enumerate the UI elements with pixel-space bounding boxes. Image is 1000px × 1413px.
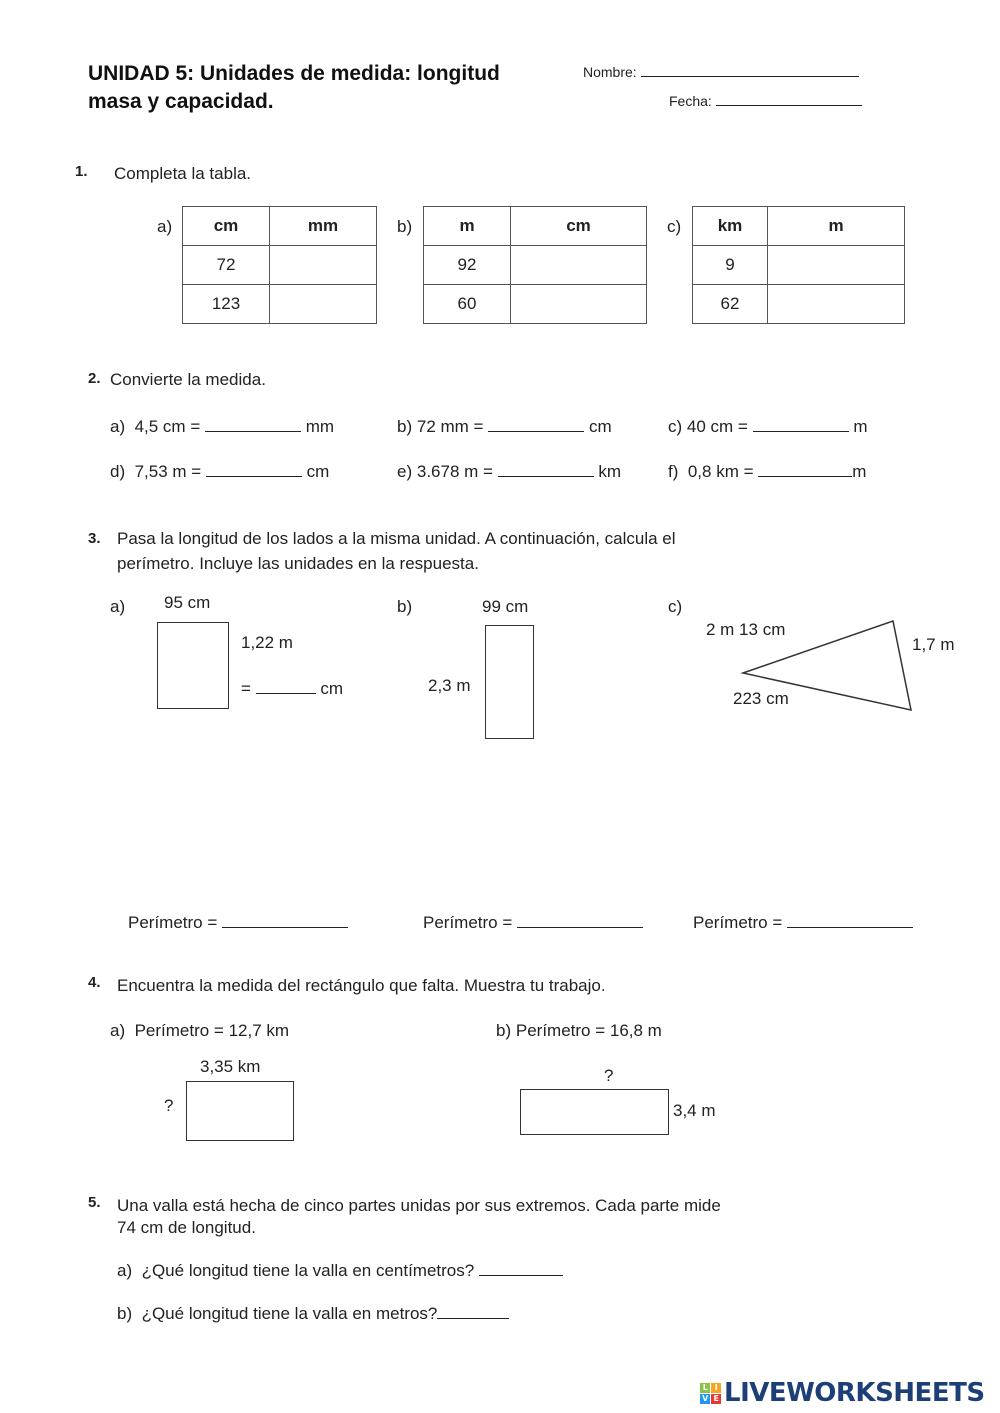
q3b-side-measure: 2,3 m xyxy=(428,676,471,695)
q3b-top-measure: 99 cm xyxy=(482,597,529,616)
header-cell: cm xyxy=(511,207,647,246)
q3a-conversion: = cm xyxy=(241,679,344,698)
answer-blank[interactable] xyxy=(517,911,643,928)
q3c-side3: 223 cm xyxy=(733,689,789,708)
table-cell: 123 xyxy=(183,285,270,324)
answer-blank[interactable] xyxy=(437,1302,509,1319)
header-cell: mm xyxy=(270,207,377,246)
q4b-perimeter: b) Perímetro = 16,8 m xyxy=(496,1021,662,1040)
q2-item-f: f) 0,8 km = m xyxy=(668,462,867,481)
q4a-rectangle xyxy=(186,1081,294,1141)
title-line-1: UNIDAD 5: Unidades de medida: longitud xyxy=(88,62,500,85)
q3c-side2: 1,7 m xyxy=(912,635,955,654)
q5a-question: a) ¿Qué longitud tiene la valla en centímetros? xyxy=(117,1259,563,1281)
header-cell: km xyxy=(693,207,768,246)
q1-prompt: Completa la tabla. xyxy=(114,164,252,183)
q4a-top-measure: 3,35 km xyxy=(200,1057,261,1076)
q4b-rectangle xyxy=(520,1089,669,1135)
q2-item-d: d) 7,53 m = cm xyxy=(110,462,330,481)
header-cell: m xyxy=(768,207,905,246)
table-cell: 60 xyxy=(424,285,511,324)
q3b-label: b) xyxy=(397,597,413,616)
header-cell: cm xyxy=(183,207,270,246)
header-cell: m xyxy=(424,207,511,246)
q2-item-b: b) 72 mm = cm xyxy=(397,417,612,436)
answer-blank[interactable] xyxy=(479,1259,563,1276)
q5-number: 5. xyxy=(88,1194,101,1211)
q5b-question: b) ¿Qué longitud tiene la valla en metros? xyxy=(117,1302,509,1324)
answer-blank[interactable] xyxy=(787,911,913,928)
table-c-label: c) xyxy=(667,217,682,236)
q2-item-a: a) 4,5 cm = mm xyxy=(110,417,335,436)
q4b-side-measure: 3,4 m xyxy=(673,1101,716,1120)
liveworksheets-logo xyxy=(700,1378,985,1408)
q2-item-c: c) 40 cm = m xyxy=(668,417,868,436)
q1-number: 1. xyxy=(75,163,88,180)
answer-blank[interactable] xyxy=(222,911,348,928)
q3c-label: c) xyxy=(668,597,683,616)
q4a-side-unknown: ? xyxy=(164,1096,174,1115)
table-a-label: a) xyxy=(157,217,173,236)
q3c-side1: 2 m 13 cm xyxy=(706,620,786,639)
table-cell: 72 xyxy=(183,246,270,285)
table-b-label: b) xyxy=(397,217,413,236)
q5-prompt: Una valla está hecha de cinco partes unidas por sus extremos. Cada parte mide 74 cm de longitud. xyxy=(117,1196,721,1237)
q4-prompt: Encuentra la medida del rectángulo que falta. Muestra tu trabajo. xyxy=(117,976,606,995)
q3a-top-measure: 95 cm xyxy=(164,593,211,612)
perimeter-c: Perímetro = xyxy=(693,911,913,933)
date-label: Fecha: xyxy=(669,93,712,109)
q4b-top-unknown: ? xyxy=(604,1066,614,1085)
perimeter-a: Perímetro = xyxy=(128,911,348,933)
q2-prompt: Convierte la medida. xyxy=(110,370,266,389)
q3-number: 3. xyxy=(88,530,101,547)
q2-number: 2. xyxy=(88,370,101,387)
q4-number: 4. xyxy=(88,974,101,991)
table-cell: 62 xyxy=(693,285,768,324)
q3a-side-measure: 1,22 m xyxy=(241,633,293,652)
q3a-label: a) xyxy=(110,597,126,616)
q4a-perimeter: a) Perímetro = 12,7 km xyxy=(110,1021,290,1040)
table-cell: 9 xyxy=(693,246,768,285)
table-cell: 92 xyxy=(424,246,511,285)
name-label: Nombre: xyxy=(583,64,637,80)
logo-text: LIVEWORKSHEETS xyxy=(724,1378,985,1408)
q2-item-e: e) 3.678 m = km xyxy=(397,462,622,481)
perimeter-b: Perímetro = xyxy=(423,911,643,933)
title-line-2: masa y capacidad. xyxy=(88,90,274,113)
q3-prompt: Pasa la longitud de los lados a la misma unidad. A continuación, calcula el perímetro. Incluye las unidades en la respuesta. xyxy=(117,529,676,573)
logo-icon: L I V E xyxy=(700,1383,721,1404)
